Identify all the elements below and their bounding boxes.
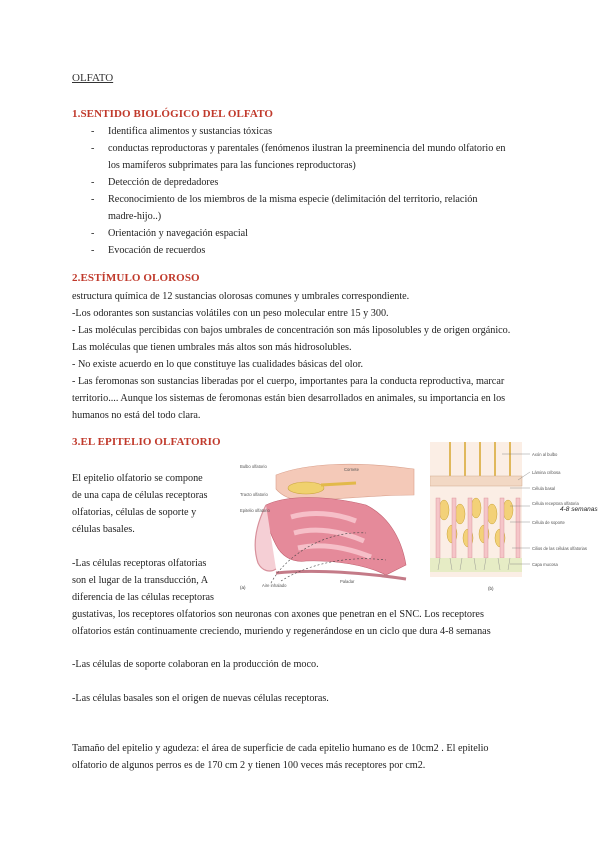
basal-cells-line: -Las células basales son el origen de nuevas células receptoras. xyxy=(72,693,329,704)
cribriform-plate xyxy=(430,476,522,486)
nasal-cavity-figure xyxy=(236,455,416,593)
list-item: - Evocación de recuerdos xyxy=(91,245,206,256)
label-epitelio: Epitelio olfatorio xyxy=(240,508,270,513)
olfactory-tract-shape xyxy=(321,483,356,485)
label-paladar: Paladar xyxy=(340,579,355,584)
label-cilios: Cilios de las células olfatorias xyxy=(532,546,587,551)
list-item: - Detección de depredadores xyxy=(91,177,219,188)
section-2-heading: 2.ESTÍMULO OLOROSO xyxy=(72,272,200,284)
support-cells-line: -Las células de soporte colaboran en la producción de moco. xyxy=(72,659,319,670)
label-receptora: Célula receptora olfatoria xyxy=(532,501,579,506)
paragraph-line: olfatorias, células de soporte y xyxy=(72,507,197,518)
paragraph-line: - Las feromonas son sustancias liberadas por el cuerpo, importantes para la conducta reproductiva, marcar xyxy=(72,376,505,387)
list-item-continuation: madre-hijo..) xyxy=(108,211,162,222)
paragraph-line: gustativas, los receptores olfatorios son neuronas con axones que penetran en el SNC. Los receptores xyxy=(72,609,484,620)
label-tracto: Tracto olfatorio xyxy=(240,492,268,497)
list-item: - Orientación y navegación espacial xyxy=(91,228,249,239)
paragraph-line: Tamaño del epitelio y agudeza: el área de superficie de cada epitelio humano es de 10cm2 . El epitelio xyxy=(72,743,489,754)
panel-b-label: (b) xyxy=(488,586,494,591)
paragraph-line: de una capa de células receptoras xyxy=(72,490,208,501)
section-3-heading: 3.EL EPITELIO OLFATORIO xyxy=(72,436,221,448)
list-item: - conductas reproductoras y parentales (fenómenos ilustran la preeminencia del mundo olfatorio en xyxy=(91,143,506,154)
paragraph-line: células basales. xyxy=(72,524,135,535)
nasal-cavity-shape xyxy=(266,498,406,576)
paragraph-line: estructura química de 12 sustancias olorosas comunes y umbrales correspondiente. xyxy=(72,291,410,302)
panel-a-label: (a) xyxy=(240,585,246,590)
paragraph-line: El epitelio olfatorio se compone xyxy=(72,473,203,484)
weeks-annotation: 4-8 semanas xyxy=(560,506,598,513)
paragraph-line: Las moléculas que tienen umbrales más altos son más hidrosolubles. xyxy=(72,342,352,353)
label-soporte: Célula de soporte xyxy=(532,520,565,525)
olfactory-bulb-shape xyxy=(288,482,324,494)
paragraph-line: olfatorio de algunos perros es de 170 cm 2 y tienen 100 veces más receptores por cm2. xyxy=(72,760,426,771)
paragraph-line: territorio.... Aunque los sistemas de feromonas están bien desarrollados en animales, su importancia en los xyxy=(72,393,506,404)
paragraph-line: -Las células receptoras olfatorias xyxy=(72,558,207,569)
label-capa: Capa mucosa xyxy=(532,562,558,567)
paragraph-line: diferencia de las células receptoras xyxy=(72,592,214,603)
label-axon: Axón al bulbo xyxy=(532,452,558,457)
document-title: OLFATO xyxy=(72,72,114,84)
label-lamina: Lámina cribosa xyxy=(532,470,561,475)
paragraph-line: son el lugar de la transducción, A xyxy=(72,575,209,586)
section-2-body xyxy=(72,288,510,424)
section-1-list xyxy=(91,123,506,259)
section-3-intro xyxy=(72,470,207,538)
label-cornete: Cornete xyxy=(344,467,359,472)
olfactory-epithelium-figure xyxy=(430,442,600,594)
section-4-body xyxy=(72,740,489,774)
paragraph-line: -Los odorantes son sustancias volátiles con un peso molecular entre 15 y 300. xyxy=(72,308,389,319)
list-item: - Identifica alimentos y sustancias tóxicas xyxy=(91,126,273,137)
section-1-heading: 1.SENTIDO BIOLÓGICO DEL OLFATO xyxy=(72,108,274,120)
paragraph-line: olfatorios están continuamente creciendo, muriendo y regenerándose en un ciclo que dura 4-8 semanas xyxy=(72,626,491,637)
label-bulbo: Bulbo olfatorio xyxy=(240,464,267,469)
label-basal: Célula basal xyxy=(532,486,556,491)
paragraph-line: - Las moléculas percibidas con bajos umbrales de concentración son más liposolubles y de origen orgánico. xyxy=(72,325,511,336)
list-item-continuation: los mamíferos subprimates para las funciones reproductoras) xyxy=(108,160,356,171)
paragraph-line: - No existe acuerdo en lo que constituye las cualidades básicas del olor. xyxy=(72,359,364,370)
label-aire: Aire inhalado xyxy=(262,583,287,588)
paragraph-line: humanos no está del todo clara. xyxy=(72,410,201,421)
list-item: - Reconocimiento de los miembros de la misma especie (delimitación del territorio, relación xyxy=(91,194,478,205)
